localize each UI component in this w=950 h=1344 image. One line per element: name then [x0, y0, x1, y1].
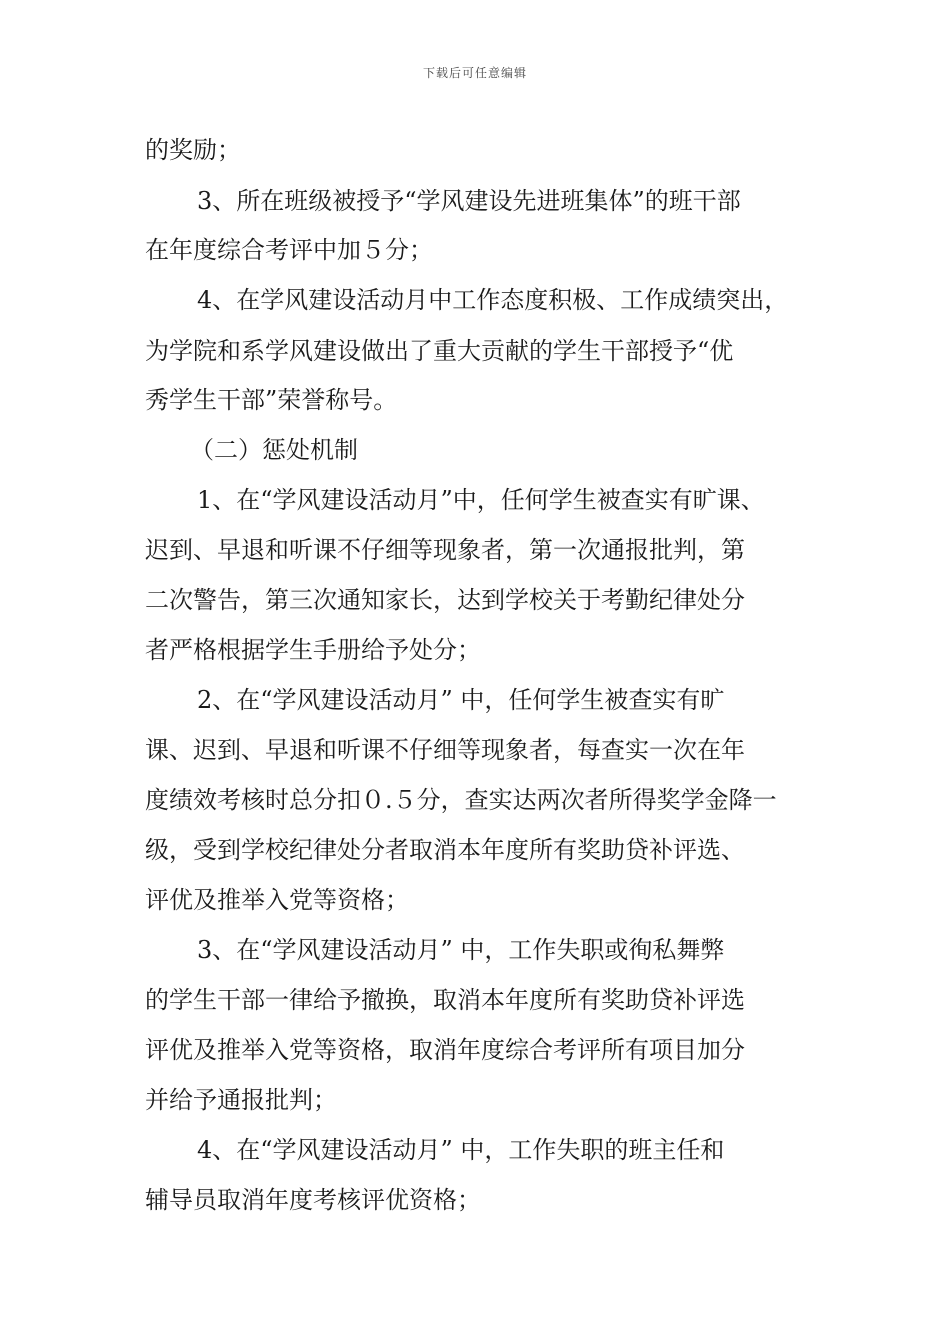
text-line: 秀学生干部”荣誉称号。 [145, 386, 398, 414]
text-line: 迟到、早退和听课不仔细等现象者，第一次通报批判，第 [145, 536, 745, 564]
text-line: 二次警告，第三次通知家长，达到学校关于考勤纪律处分 [145, 586, 745, 614]
text-line: 3、在“学风建设活动月” 中，工作失职或徇私舞弊 [197, 936, 725, 964]
text-line: 并给予通报批判； [145, 1086, 337, 1114]
text-line: 1、在“学风建设活动月”中，任何学生被查实有旷课、 [197, 486, 765, 514]
text-line: 在年度综合考评中加５分； [145, 236, 433, 264]
text-line: 评优及推举入党等资格，取消年度综合考评所有项目加分 [145, 1036, 745, 1064]
section-heading: （二）惩处机制 [190, 436, 358, 464]
text-line: 2、在“学风建设活动月” 中，任何学生被查实有旷 [197, 686, 725, 714]
text-line: 度绩效考核时总分扣０.５分，查实达两次者所得奖学金降一 [145, 786, 777, 814]
text-line: 的奖励； [145, 136, 241, 164]
text-line: 者严格根据学生手册给予处分； [145, 636, 481, 664]
text-line: 为学院和系学风建设做出了重大贡献的学生干部授予“优 [145, 337, 734, 365]
text-line: 3、所在班级被授予“学风建设先进班集体”的班干部 [197, 187, 741, 215]
text-line: 辅导员取消年度考核评优资格； [145, 1186, 481, 1214]
text-line: 评优及推举入党等资格； [145, 886, 409, 914]
text-line: 4、在学风建设活动月中工作态度积极、工作成绩突出， [197, 286, 789, 314]
text-line: 的学生干部一律给予撤换，取消本年度所有奖助贷补评选 [145, 986, 745, 1014]
page-header: 下载后可任意编辑 [422, 66, 527, 80]
text-line: 课、迟到、早退和听课不仔细等现象者，每查实一次在年 [145, 736, 745, 764]
text-line: 级，受到学校纪律处分者取消本年度所有奖助贷补评选、 [145, 836, 745, 864]
text-line: 4、在“学风建设活动月” 中，工作失职的班主任和 [197, 1136, 725, 1164]
